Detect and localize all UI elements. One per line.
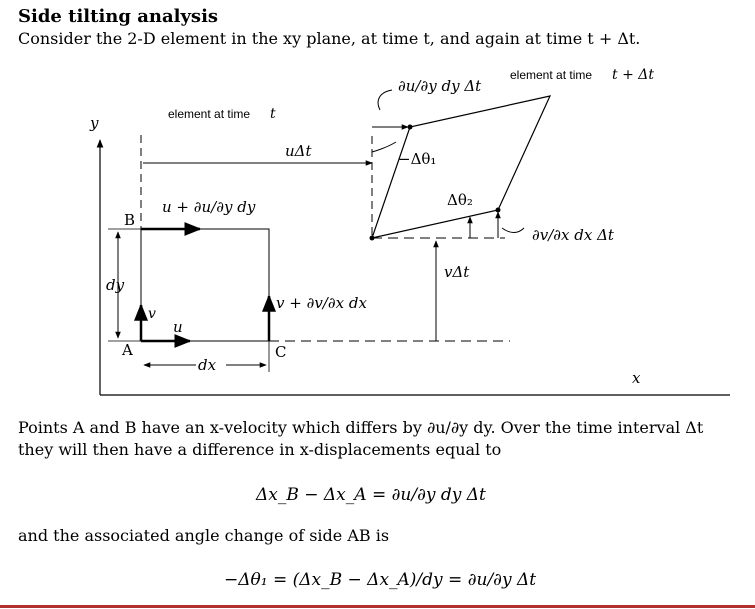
point-a-label: A xyxy=(122,341,133,359)
vertex-c-deformed xyxy=(496,208,501,213)
u-velocity-label: u xyxy=(173,318,183,336)
element-t-var: t xyxy=(270,106,276,122)
vertex-b-deformed xyxy=(408,125,413,130)
dtheta2-label: Δθ₂ xyxy=(447,191,473,209)
v-dt-label: vΔt xyxy=(444,263,470,281)
dx-label: dx xyxy=(198,356,217,374)
element-tdt-label: element at time xyxy=(510,68,593,82)
bottom-rule xyxy=(0,605,755,608)
equation-2: −Δθ₁ = (Δx_B − Δx_A)/dy = ∂u/∂y Δt xyxy=(224,570,537,590)
top-velocity-label: u + ∂u/∂y dy xyxy=(162,198,256,216)
du-dy-hook xyxy=(378,90,392,110)
v-velocity-label: v xyxy=(148,306,156,322)
dv-dx-hook xyxy=(502,228,524,233)
element-tdt-var: t + Δt xyxy=(612,67,654,83)
original-element xyxy=(141,229,269,341)
x-axis-label: x xyxy=(632,369,641,387)
point-b-label: B xyxy=(124,211,136,229)
right-velocity-label: v + ∂v/∂x dx xyxy=(276,294,367,312)
paragraph-angle-change: and the associated angle change of side AB is xyxy=(18,526,390,545)
y-axis-label: y xyxy=(90,114,99,132)
dv-dx-dt-label: ∂v/∂x dx Δt xyxy=(532,226,614,244)
du-dy-dt-label: ∂u/∂y dy Δt xyxy=(398,77,482,95)
equation-1: Δx_B − Δx_A = ∂u/∂y dy Δt xyxy=(256,485,486,505)
page-title: Side tilting analysis xyxy=(18,6,219,27)
dy-label: dy xyxy=(106,276,125,294)
element-t-label: element at time xyxy=(168,107,251,121)
intro-text: Consider the 2-D element in the xy plane, at time t, and again at time t + Δt. xyxy=(18,29,641,48)
u-dt-label: uΔt xyxy=(285,142,312,160)
dtheta1-arc xyxy=(372,142,396,152)
neg-dtheta1-label: −Δθ₁ xyxy=(398,150,437,168)
paragraph-velocity-difference: Points A and B have an x-velocity which differs by ∂u/∂y dy. Over the time interval Δt they will then have a difference in x-displacements equal to xyxy=(18,418,704,459)
point-c-label: C xyxy=(275,343,287,361)
